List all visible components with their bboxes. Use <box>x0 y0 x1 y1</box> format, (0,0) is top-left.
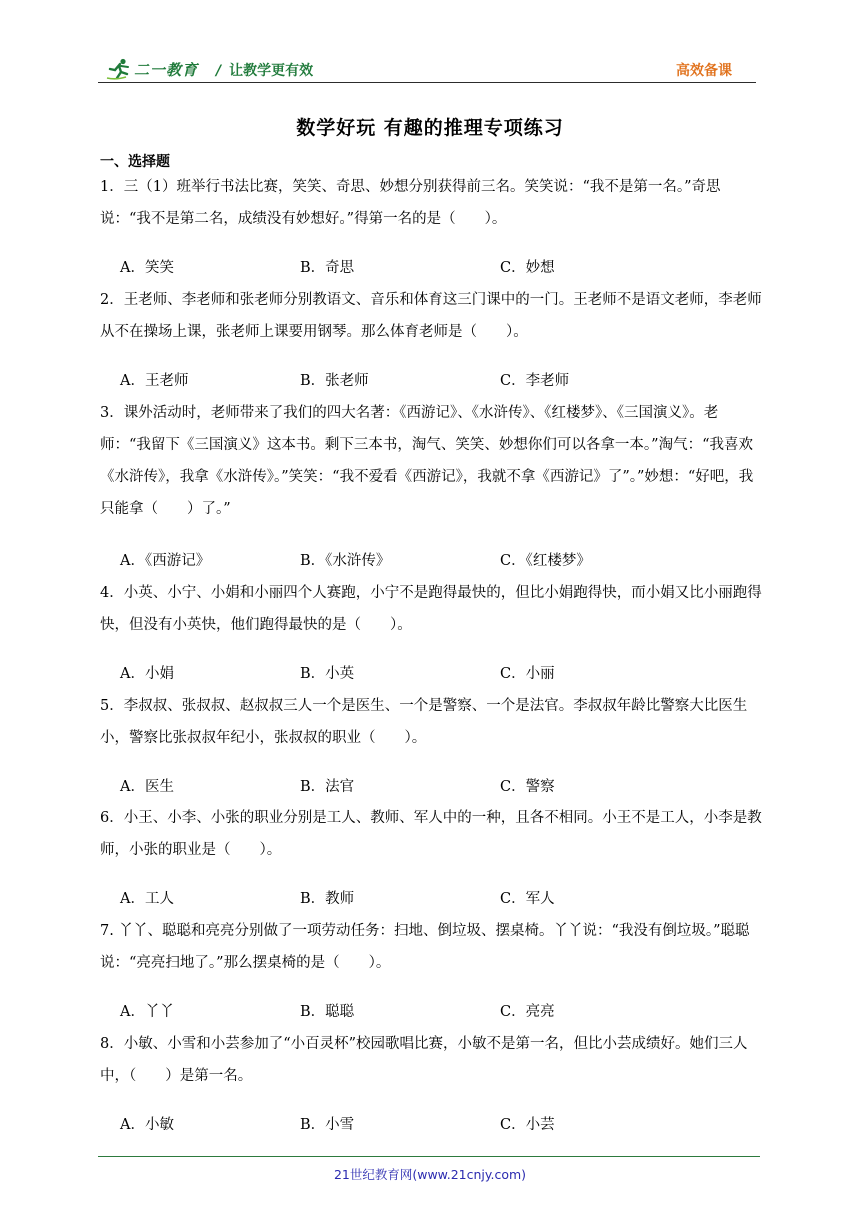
option-a: A．丫丫 <box>120 1004 174 1020</box>
slogan-text: 让教学更有效 <box>229 63 314 79</box>
page-title: 数学好玩 有趣的推理专项练习 <box>296 117 564 139</box>
question-7-options <box>120 1000 760 1024</box>
question-8: 8．小敏、小雪和小芸参加了“小百灵杯”校园歌唱比赛，小敏不是第一名，但比小芸成绩好。她们三人中，（ ）是第一名。 <box>100 1036 748 1084</box>
header-slogan <box>216 60 313 80</box>
runner-logo-icon <box>106 58 132 80</box>
question-5-options <box>120 775 760 799</box>
option-a: A．医生 <box>120 779 174 795</box>
question-8-options <box>120 1113 760 1137</box>
footer-divider <box>98 1156 760 1157</box>
question-6-options <box>120 887 760 911</box>
option-c: C．李老师 <box>500 373 570 389</box>
section-title: 一、选择题 <box>100 154 170 170</box>
question-5: 5．李叔叔、张叔叔、赵叔叔三人一个是医生、一个是警察、一个是法官。李叔叔年龄比警察大比医生小，警察比张叔叔年纪小，张叔叔的职业（ ）。 <box>100 698 748 746</box>
footer-link[interactable]: 21世纪教育网(www.21cnjy.com) <box>333 1167 527 1182</box>
option-c: C．小芸 <box>500 1117 555 1133</box>
question-4-options <box>120 662 760 686</box>
option-b: B．法官 <box>300 779 355 795</box>
option-b: B．奇思 <box>300 260 355 276</box>
option-a: A．工人 <box>120 891 174 907</box>
page-header <box>98 54 758 84</box>
option-a: A．《西游记》 <box>120 553 211 569</box>
question-7: 7. 丫丫、聪聪和亮亮分别做了一项劳动任务：扫地、倒垃圾、摆桌椅。丫丫说：“我没有倒垃圾。”聪聪说：“亮亮扫地了。”那么摆桌椅的是（ ）。 <box>100 923 750 971</box>
option-a: A．笑笑 <box>120 260 174 276</box>
option-b: B．张老师 <box>300 373 369 389</box>
option-b: B．小雪 <box>300 1117 355 1133</box>
option-b: B．《水浒传》 <box>300 553 391 569</box>
option-c: C．警察 <box>500 779 555 795</box>
option-c: C．亮亮 <box>500 1004 555 1020</box>
question-1-options <box>120 256 760 280</box>
option-c: C．军人 <box>500 891 555 907</box>
question-3: 3．课外活动时，老师带来了我们的四大名著：《西游记》、《水浒传》、《红楼梦》、《三国演义》。老师：“我留下《三国演义》这本书。剩下三本书，淘气、笑笑、妙想你们可以各拿一本。”淘气：“我喜欢《水浒传》，我拿《水浒传》。”笑笑：“我不爱看《西游记》，我就不拿《西游记》了”。”妙想：“好吧，我只能拿（ ）了。” <box>100 405 754 517</box>
question-6: 6．小王、小李、小张的职业分别是工人、教师、军人中的一种，且各不相同。小王不是工人，小李是教师，小张的职业是（ ）。 <box>100 810 762 858</box>
question-2: 2．王老师、李老师和张老师分别教语文、音乐和体育这三门课中的一门。王老师不是语文老师，李老师从不在操场上课，张老师上课要用钢琴。那么体育老师是（ ）。 <box>100 292 762 340</box>
option-c: C．小丽 <box>500 666 555 682</box>
question-3-options <box>120 549 760 573</box>
slogan-slash: / <box>216 63 222 79</box>
question-2-options <box>120 369 760 393</box>
option-b: B．聪聪 <box>300 1004 355 1020</box>
option-c: C．妙想 <box>500 260 555 276</box>
question-4: 4．小英、小宁、小娟和小丽四个人赛跑，小宁不是跑得最快的，但比小娟跑得快，而小娟又比小丽跑得快，但没有小英快，他们跑得最快的是（ ）。 <box>100 585 762 633</box>
option-a: A．小娟 <box>120 666 174 682</box>
option-b: B．教师 <box>300 891 355 907</box>
brand-name: 二一教育 <box>134 61 199 79</box>
question-1: 1．三（1）班举行书法比赛，笑笑、奇思、妙想分别获得前三名。笑笑说：“我不是第一名。”奇思说：“我不是第二名，成绩没有妙想好。”得第一名的是（ ）。 <box>100 179 721 227</box>
header-tagline: 高效备课 <box>676 63 732 79</box>
option-a: A．王老师 <box>120 373 189 389</box>
option-c: C．《红楼梦》 <box>500 553 591 569</box>
option-a: A．小敏 <box>120 1117 174 1133</box>
option-b: B．小英 <box>300 666 355 682</box>
header-divider <box>98 82 756 83</box>
